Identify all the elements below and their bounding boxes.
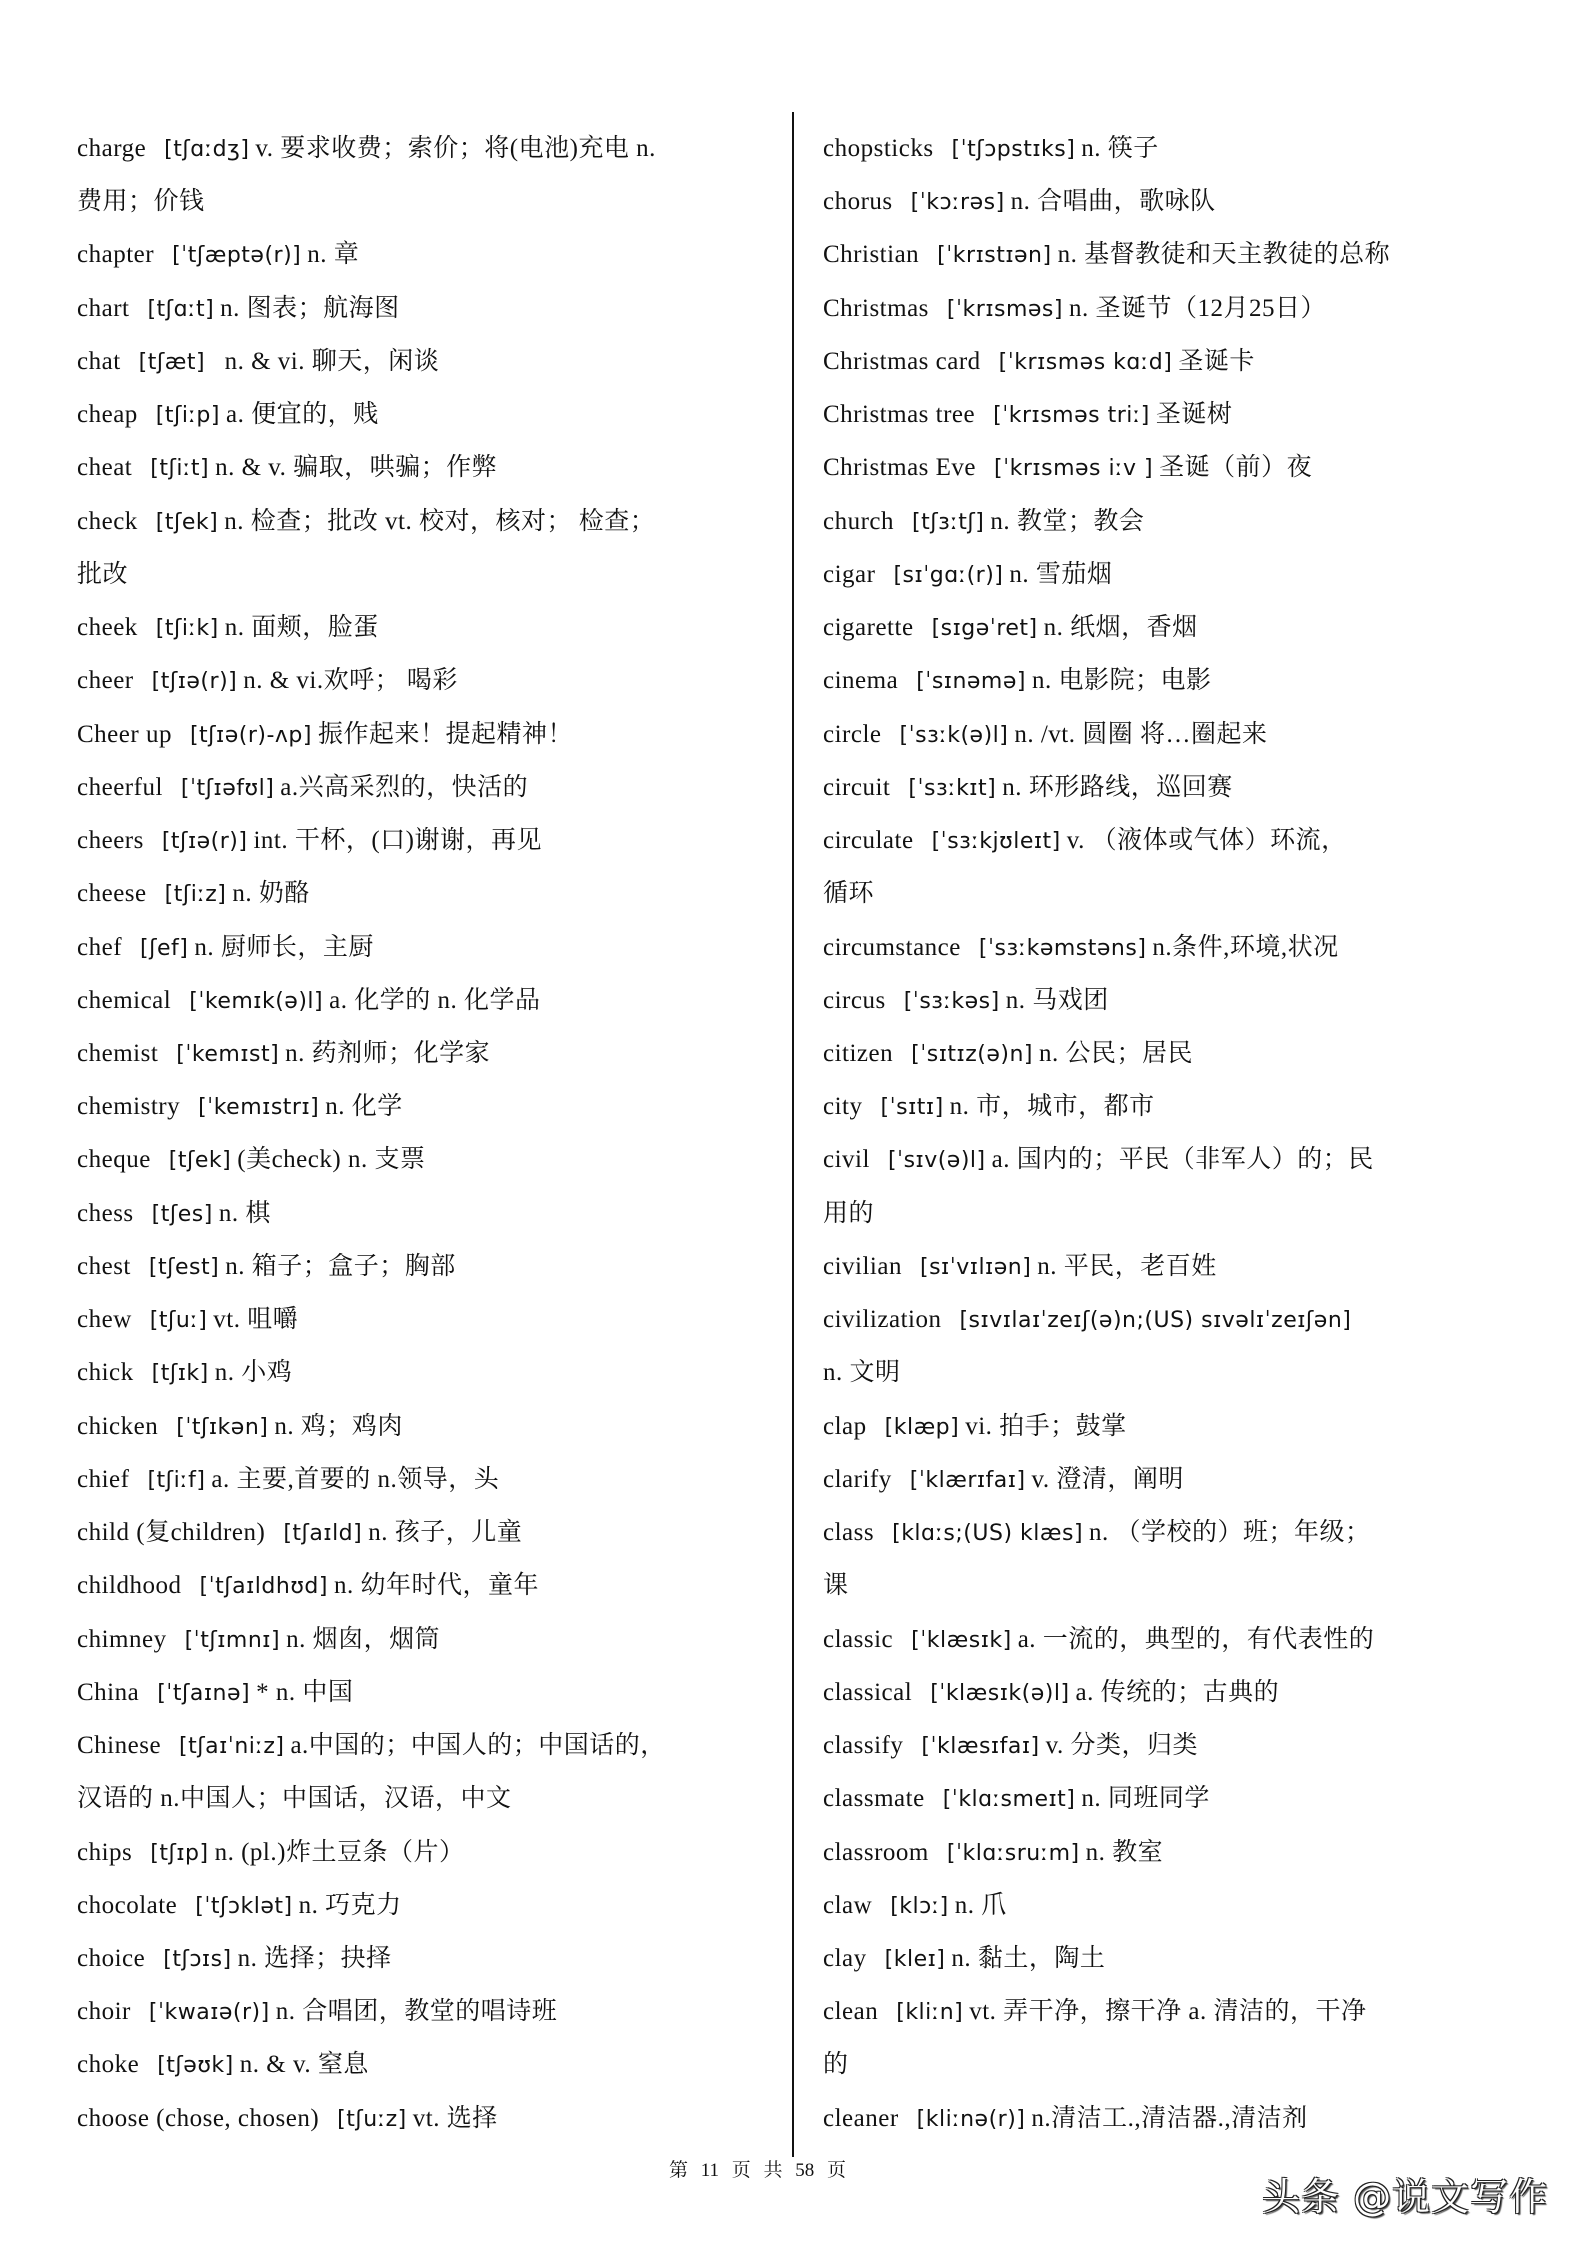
entry-word: choke [77, 2051, 140, 2079]
entry-definition: n. 选择；抉择 [237, 1944, 392, 1972]
entry-word: church [823, 507, 895, 535]
vocab-entry-continuation [823, 1559, 1563, 1612]
entry-word: chess [77, 1199, 134, 1227]
entry-word: chef [77, 933, 123, 961]
entry-definition: n.清洁工.,清洁器.,清洁剂 [1031, 2104, 1308, 2132]
entry-definition: int. 干杯，(口)谢谢，再见 [253, 827, 542, 855]
entry-definition: * n. 中国 [256, 1678, 354, 1706]
vocab-entry [823, 1666, 1563, 1719]
entry-phonetic: [tʃɪə(r)] [161, 829, 248, 855]
entry-definition: n. /vt. 圆圈 将…圈起来 [1014, 720, 1268, 748]
entry-definition: n. 厨师长，主厨 [194, 933, 374, 961]
entry-definition: 振作起来！提起精神！ [317, 720, 573, 748]
entry-definition: a. 一流的，典型的，有代表性的 [1017, 1625, 1375, 1653]
vocab-entry [77, 1240, 777, 1293]
entry-word: civil [823, 1146, 870, 1174]
entry-phonetic: [tʃəʊk] [157, 2053, 234, 2079]
entry-phonetic: [tʃɔɪs] [163, 1946, 232, 1972]
entry-definition: vt. 咀嚼 [213, 1306, 299, 1334]
entry-word: cheerful [77, 773, 163, 801]
entry-definition: n. 公民；居民 [1038, 1039, 1193, 1067]
entry-definition: n. 幼年时代，童年 [333, 1572, 539, 1600]
entry-definition: n. 圣诞节（12月25日） [1068, 294, 1326, 322]
entry-phonetic: [tʃɪə(r)-ʌp] [189, 722, 312, 748]
vocab-entry [823, 814, 1563, 867]
entry-definition: 圣诞（前）夜 [1159, 454, 1313, 482]
vocab-entry [823, 1080, 1563, 1133]
entry-phonetic: [kliːn] [896, 2000, 964, 2026]
entry-word: charge [77, 135, 147, 162]
vocab-entry [823, 548, 1563, 601]
entry-word: cigarette [823, 614, 914, 642]
entry-definition: a. 便宜的，贱 [225, 401, 379, 429]
entry-word: chemistry [77, 1093, 181, 1121]
entry-word: cheers [77, 827, 144, 855]
entry-word: circuit [823, 773, 891, 801]
entry-word: cigar [823, 560, 876, 588]
vocab-entry [77, 1293, 777, 1346]
entry-definition: n. 电影院；电影 [1031, 667, 1212, 695]
entry-phonetic: [ˈtʃaɪnə] [157, 1680, 251, 1706]
vocab-entry [823, 495, 1563, 548]
entry-phonetic: [ˈkɔːrəs] [910, 190, 1005, 216]
vocab-entry [77, 1187, 777, 1240]
vocab-entry [77, 388, 777, 441]
vocab-entry [823, 175, 1563, 228]
vocab-entry [823, 1240, 1563, 1293]
entry-phonetic: [tʃæt] [138, 349, 206, 375]
entry-word: chief [77, 1465, 130, 1493]
entry-word: circus [823, 986, 886, 1014]
entry-word: clay [823, 1944, 867, 1972]
entry-definition: 批改 [77, 560, 129, 588]
entry-phonetic: [ˈsɜːkɪt] [908, 775, 997, 801]
entry-phonetic: [ˈkemɪst] [176, 1041, 280, 1067]
entry-definition: 费用；价钱 [77, 188, 205, 216]
vocab-entry [823, 1772, 1563, 1825]
entry-definition: 圣诞卡 [1178, 347, 1255, 375]
entry-word: chest [77, 1252, 131, 1280]
entry-phonetic: [ˈklɑːsruːm] [946, 1840, 1080, 1866]
vocab-entry [823, 441, 1563, 494]
entry-phonetic: [ˈtʃɪkən] [176, 1414, 269, 1440]
vocab-entry [823, 1293, 1563, 1346]
vocab-entry [77, 1027, 777, 1080]
entry-definition: vt. 选择 [412, 2104, 498, 2132]
vocab-entry [77, 1080, 777, 1133]
entry-definition: n. & vi.欢呼； 喝彩 [243, 667, 458, 695]
entry-definition: n. 小鸡 [214, 1359, 293, 1387]
entry-definition: n. 棋 [218, 1199, 271, 1227]
entry-phonetic: [ˈsɪtɪz(ə)n] [911, 1041, 1033, 1067]
entry-word: clean [823, 1998, 879, 2026]
entry-phonetic: [ˈkemɪk(ə)l] [189, 988, 324, 1014]
entry-definition: n. 马戏团 [1005, 986, 1109, 1014]
entry-word: circumstance [823, 933, 961, 961]
entry-phonetic: [kliːnə(r)] [916, 2106, 1026, 2132]
entry-definition: v. （液体或气体）环流， [1066, 827, 1347, 855]
entry-phonetic: [tʃaɪld] [283, 1521, 363, 1547]
vocab-entry [77, 228, 777, 281]
entry-definition: vi. 拍手；鼓掌 [965, 1412, 1127, 1440]
vocab-entry [823, 122, 1563, 175]
entry-word: chopsticks [823, 135, 934, 162]
entry-definition: n. 雪茄烟 [1009, 560, 1113, 588]
entry-word: chocolate [77, 1891, 178, 1919]
entry-word: check [77, 507, 138, 535]
entry-word: civilian [823, 1252, 902, 1280]
vocab-entry-continuation [77, 548, 777, 601]
entry-phonetic: [tʃiːk] [155, 616, 219, 642]
entry-word: cheek [77, 614, 138, 642]
vocab-entry [823, 1027, 1563, 1080]
entry-phonetic: [ˈsɪtɪ] [880, 1095, 944, 1121]
vocab-entry [77, 708, 777, 761]
entry-definition: n. 章 [307, 241, 360, 269]
entry-word: city [823, 1093, 863, 1121]
entry-definition: n. 基督教徒和天主教徒的总称 [1057, 241, 1391, 269]
entry-definition: n. 孩子，儿童 [368, 1519, 523, 1547]
page-footer: 第 11 页 共 58 页 [669, 2160, 847, 2181]
entry-word: chemist [77, 1039, 159, 1067]
entry-word: childhood [77, 1572, 182, 1600]
vocab-entry-continuation [77, 175, 777, 228]
entry-phonetic: [tʃuː] [149, 1308, 208, 1334]
entry-definition: n.条件,环境,状况 [1152, 933, 1339, 961]
entry-word: citizen [823, 1039, 894, 1067]
entry-definition: a.兴高采烈的，快活的 [280, 773, 529, 801]
entry-word: choose (chose, chosen) [77, 2104, 320, 2132]
entry-phonetic: [tʃɪk] [151, 1361, 209, 1387]
entry-phonetic: [ˈklɑːsmeɪt] [942, 1787, 1076, 1813]
vocab-entry [823, 2092, 1563, 2145]
vocab-entry [77, 441, 777, 494]
entry-phonetic: [sɪgəˈret] [931, 616, 1038, 642]
entry-definition: a. 主要,首要的 n.领导，头 [211, 1465, 500, 1493]
entry-word: civilization [823, 1306, 942, 1334]
entry-word: chorus [823, 188, 893, 216]
entry-phonetic: [ˈsɜːk(ə)l] [899, 722, 1009, 748]
entry-phonetic: [tʃiːt] [150, 456, 210, 482]
entry-definition: n. 化学 [325, 1093, 403, 1121]
vocab-entry [77, 282, 777, 335]
entry-definition: vt. 弄干净，擦干净 a. 清洁的，干净 [969, 1998, 1367, 2026]
vocab-entry [823, 708, 1563, 761]
entry-word: Christian [823, 241, 920, 269]
entry-definition: n. 筷子 [1081, 135, 1159, 162]
vocab-entry [823, 1879, 1563, 1932]
vocab-entry [77, 1613, 777, 1666]
entry-word: claw [823, 1891, 873, 1919]
entry-phonetic: [ˈklæsɪk(ə)l] [930, 1680, 1070, 1706]
entry-definition: n. 面颊，脸蛋 [224, 614, 379, 642]
entry-definition: n. 药剂师；化学家 [285, 1039, 491, 1067]
entry-word: cheat [77, 454, 133, 482]
entry-word: choir [77, 1998, 131, 2026]
entry-definition: n. 教室 [1085, 1838, 1164, 1866]
entry-word: child (复children) [77, 1519, 266, 1547]
entry-definition: n. 检查；批改 vt. 校对，核对； 检查； [224, 507, 656, 535]
entry-definition: 循环 [823, 880, 875, 908]
entry-word: classical [823, 1678, 913, 1706]
entry-word: chips [77, 1838, 133, 1866]
entry-phonetic: [tʃiːf] [147, 1467, 206, 1493]
entry-phonetic: [ˈsɪv(ə)l] [887, 1148, 986, 1174]
entry-phonetic: [klæp] [884, 1414, 960, 1440]
entry-definition: n. 图表；航海图 [220, 294, 400, 322]
entry-phonetic: [tʃɪp] [150, 1840, 209, 1866]
entry-definition: n. 合唱团，教堂的唱诗班 [275, 1998, 558, 2026]
entry-phonetic: [tʃek] [168, 1148, 232, 1174]
entry-phonetic: [ˈkemɪstrɪ] [198, 1095, 320, 1121]
entry-definition: n. 市，城市，都市 [949, 1093, 1155, 1121]
vocab-entry [823, 601, 1563, 654]
entry-definition: n. (pl.)炸土豆条（片） [214, 1838, 465, 1866]
vocab-entry-continuation [823, 1187, 1563, 1240]
entry-definition: v. 分类，归类 [1045, 1732, 1198, 1760]
vocab-entry [823, 1719, 1563, 1772]
vocab-entry [823, 1826, 1563, 1879]
vocab-entry [823, 1453, 1563, 1506]
entry-definition: n. & vi. 聊天，闲谈 [211, 347, 440, 375]
vocab-entry [823, 921, 1563, 974]
vocab-entry [77, 122, 777, 175]
entry-phonetic: [ˈsɜːkəmstəns] [978, 935, 1147, 961]
entry-word: cinema [823, 667, 899, 695]
entry-phonetic: [ˈkwaɪə(r)] [148, 2000, 270, 2026]
column-divider [792, 112, 794, 2157]
entry-definition: 的 [823, 2051, 849, 2079]
entry-word: chicken [77, 1412, 159, 1440]
entry-phonetic: [klɑːs;(US) klæs] [892, 1521, 1084, 1547]
entry-word: chick [77, 1359, 134, 1387]
entry-word: cheese [77, 880, 147, 908]
entry-phonetic: [ˈkrɪsməs] [946, 296, 1063, 322]
entry-phonetic: [tʃuːz] [337, 2106, 407, 2132]
entry-definition: 汉语的 n.中国人；中国话，汉语，中文 [77, 1785, 512, 1813]
entry-word: cleaner [823, 2104, 899, 2132]
vocab-entry [77, 1506, 777, 1559]
entry-phonetic: [ˈsɜːkəs] [903, 988, 1000, 1014]
vocab-entry [77, 2038, 777, 2091]
vocab-entry [77, 1453, 777, 1506]
entry-phonetic: [tʃɜːtʃ] [912, 509, 985, 535]
entry-definition: n. 黏土，陶土 [951, 1944, 1106, 1972]
entry-definition: n. 文明 [823, 1359, 901, 1387]
entry-word: chapter [77, 241, 155, 269]
right-column [823, 122, 1563, 2145]
vocab-entry [823, 1506, 1563, 1559]
vocab-entry-continuation [823, 1346, 1563, 1399]
entry-phonetic: [tʃiːp] [155, 403, 220, 429]
entry-phonetic: [ˈsɪnəmə] [916, 669, 1026, 695]
vocab-entry [77, 761, 777, 814]
vocab-entry [823, 335, 1563, 388]
entry-definition: n. 爪 [954, 1891, 1007, 1919]
entry-definition: n. 合唱曲，歌咏队 [1010, 188, 1216, 216]
entry-phonetic: [ˈklæsɪk] [911, 1627, 1012, 1653]
vocab-entry [77, 867, 777, 920]
entry-phonetic: [ʃef] [140, 935, 189, 961]
entry-word: chat [77, 347, 121, 375]
entry-definition: a.中国的；中国人的；中国话的， [290, 1732, 666, 1760]
entry-word: classify [823, 1732, 904, 1760]
vocab-entry [823, 1985, 1563, 2038]
vocab-entry [823, 1932, 1563, 1985]
entry-definition: 圣诞树 [1155, 401, 1233, 429]
entry-word: clap [823, 1412, 867, 1440]
vocab-entry [823, 1400, 1563, 1453]
entry-definition: n. 奶酪 [232, 880, 310, 908]
vocab-entry [77, 1719, 777, 1772]
entry-definition: a. 国内的；平民（非军人）的；民 [991, 1146, 1374, 1174]
entry-phonetic: [tʃiːz] [164, 882, 227, 908]
entry-phonetic: [ˈkrɪsməs triː] [993, 403, 1150, 429]
entry-phonetic: [ˈtʃɔklət] [195, 1893, 293, 1919]
entry-word: Christmas card [823, 347, 981, 375]
entry-word: Chinese [77, 1732, 162, 1760]
entry-phonetic: [tʃest] [148, 1254, 220, 1280]
entry-word: Christmas Eve [823, 454, 977, 482]
vocab-entry [823, 654, 1563, 707]
vocab-entry [823, 388, 1563, 441]
entry-definition: a. 传统的；古典的 [1075, 1678, 1280, 1706]
entry-definition: n. & v. 骗取，哄骗；作弊 [215, 454, 498, 482]
entry-phonetic: [ˈsɜːkjʊleɪt] [931, 829, 1061, 855]
vocab-entry-continuation [823, 2038, 1563, 2091]
entry-definition: n. 同班同学 [1081, 1785, 1210, 1813]
entry-definition: n. 环形路线，巡回赛 [1002, 773, 1233, 801]
vocab-entry [77, 335, 777, 388]
entry-phonetic: [tʃaɪˈniːz] [179, 1734, 285, 1760]
entry-definition: v. 要求收费；索价；将(电池)充电 n. [255, 135, 656, 162]
entry-phonetic: [sɪvɪlaɪˈzeɪʃ(ə)n;(US) sɪvəlɪˈzeɪʃən] [959, 1308, 1352, 1334]
entry-word: class [823, 1519, 875, 1547]
entry-phonetic: [klɔː] [890, 1893, 949, 1919]
entry-definition: 课 [823, 1572, 849, 1600]
entry-definition: n. 纸烟，香烟 [1043, 614, 1198, 642]
entry-definition: a. 化学的 n. 化学品 [329, 986, 541, 1014]
entry-phonetic: [ˈtʃaɪldhʊd] [199, 1574, 328, 1600]
entry-definition: n. & v. 窒息 [239, 2051, 369, 2079]
vocab-entry [77, 1346, 777, 1399]
left-column [77, 122, 777, 2145]
entry-phonetic: [ˈtʃæptə(r)] [172, 243, 302, 269]
entry-phonetic: [tʃes] [151, 1201, 213, 1227]
entry-word: circulate [823, 827, 914, 855]
entry-word: Christmas [823, 294, 929, 322]
entry-word: cheer [77, 667, 134, 695]
vocab-entry [823, 282, 1563, 335]
entry-phonetic: [ˈtʃɔpstɪks] [951, 137, 1076, 162]
vocab-entry [77, 2092, 777, 2145]
watermark: 头条 @说文写作 [1262, 2175, 1549, 2219]
entry-definition: n. 巧克力 [298, 1891, 402, 1919]
vocab-entry [77, 1666, 777, 1719]
entry-word: classmate [823, 1785, 925, 1813]
entry-word: classroom [823, 1838, 929, 1866]
vocab-entry [77, 1826, 777, 1879]
entry-phonetic: [ˈtʃɪmnɪ] [184, 1627, 281, 1653]
vocab-entry [77, 1133, 777, 1186]
vocab-entry [77, 1879, 777, 1932]
vocab-entry [77, 1932, 777, 1985]
entry-definition: n. 鸡；鸡肉 [274, 1412, 403, 1440]
entry-phonetic: [ˈkrɪsməs kɑːd] [998, 349, 1173, 375]
vocab-entry [77, 974, 777, 1027]
entry-definition: n. 箱子；盒子；胸部 [225, 1252, 456, 1280]
vocab-entry [77, 1400, 777, 1453]
entry-word: clarify [823, 1465, 892, 1493]
entry-word: Christmas tree [823, 401, 976, 429]
entry-phonetic: [tʃɑːdʒ] [164, 137, 250, 162]
entry-word: choice [77, 1944, 146, 1972]
vocab-entry-continuation [823, 867, 1563, 920]
vocab-entry-continuation [77, 1772, 777, 1825]
entry-definition: n. 教堂；教会 [990, 507, 1145, 535]
vocab-entry [77, 654, 777, 707]
vocab-entry [823, 974, 1563, 1027]
entry-phonetic: [ˈklæsɪfaɪ] [921, 1734, 1040, 1760]
entry-word: cheap [77, 401, 138, 429]
entry-definition: n. 烟囱，烟筒 [286, 1625, 441, 1653]
entry-phonetic: [kleɪ] [884, 1946, 946, 1972]
entry-word: chemical [77, 986, 172, 1014]
vocab-entry [823, 1613, 1563, 1666]
entry-definition: 用的 [823, 1199, 875, 1227]
entry-phonetic: [tʃɪə(r)] [151, 669, 238, 695]
entry-phonetic: [ˈkrɪsməs iːv ] [994, 456, 1154, 482]
vocab-entry [77, 1985, 777, 2038]
entry-definition: (美check) n. 支票 [237, 1146, 426, 1174]
vocab-entry [77, 814, 777, 867]
vocab-entry [823, 761, 1563, 814]
entry-definition: n. （学校的）班；年级； [1089, 1519, 1371, 1547]
vocab-entry [77, 1559, 777, 1612]
entry-phonetic: [tʃɑːt] [147, 296, 215, 322]
vocab-entry [823, 228, 1563, 281]
vocab-entry [77, 921, 777, 974]
entry-word: classic [823, 1625, 894, 1653]
entry-phonetic: [ˈkrɪstɪən] [937, 243, 1052, 269]
entry-word: Cheer up [77, 720, 172, 748]
entry-word: chew [77, 1306, 132, 1334]
entry-definition: v. 澄清，阐明 [1031, 1465, 1184, 1493]
entry-word: China [77, 1678, 140, 1706]
entry-phonetic: [sɪˈvɪlɪən] [919, 1254, 1032, 1280]
entry-phonetic: [tʃek] [155, 509, 219, 535]
vocab-entry [823, 1133, 1563, 1186]
vocab-entry [77, 495, 777, 548]
entry-definition: n. 平民，老百姓 [1037, 1252, 1217, 1280]
entry-phonetic: [ˈklærɪfaɪ] [909, 1467, 1026, 1493]
entry-word: cheque [77, 1146, 151, 1174]
entry-phonetic: [ˈtʃɪəfʊl] [180, 775, 275, 801]
entry-word: chart [77, 294, 130, 322]
entry-phonetic: [sɪˈgɑː(r)] [893, 562, 1004, 588]
vocab-entry [77, 601, 777, 654]
entry-word: circle [823, 720, 882, 748]
entry-word: chimney [77, 1625, 167, 1653]
